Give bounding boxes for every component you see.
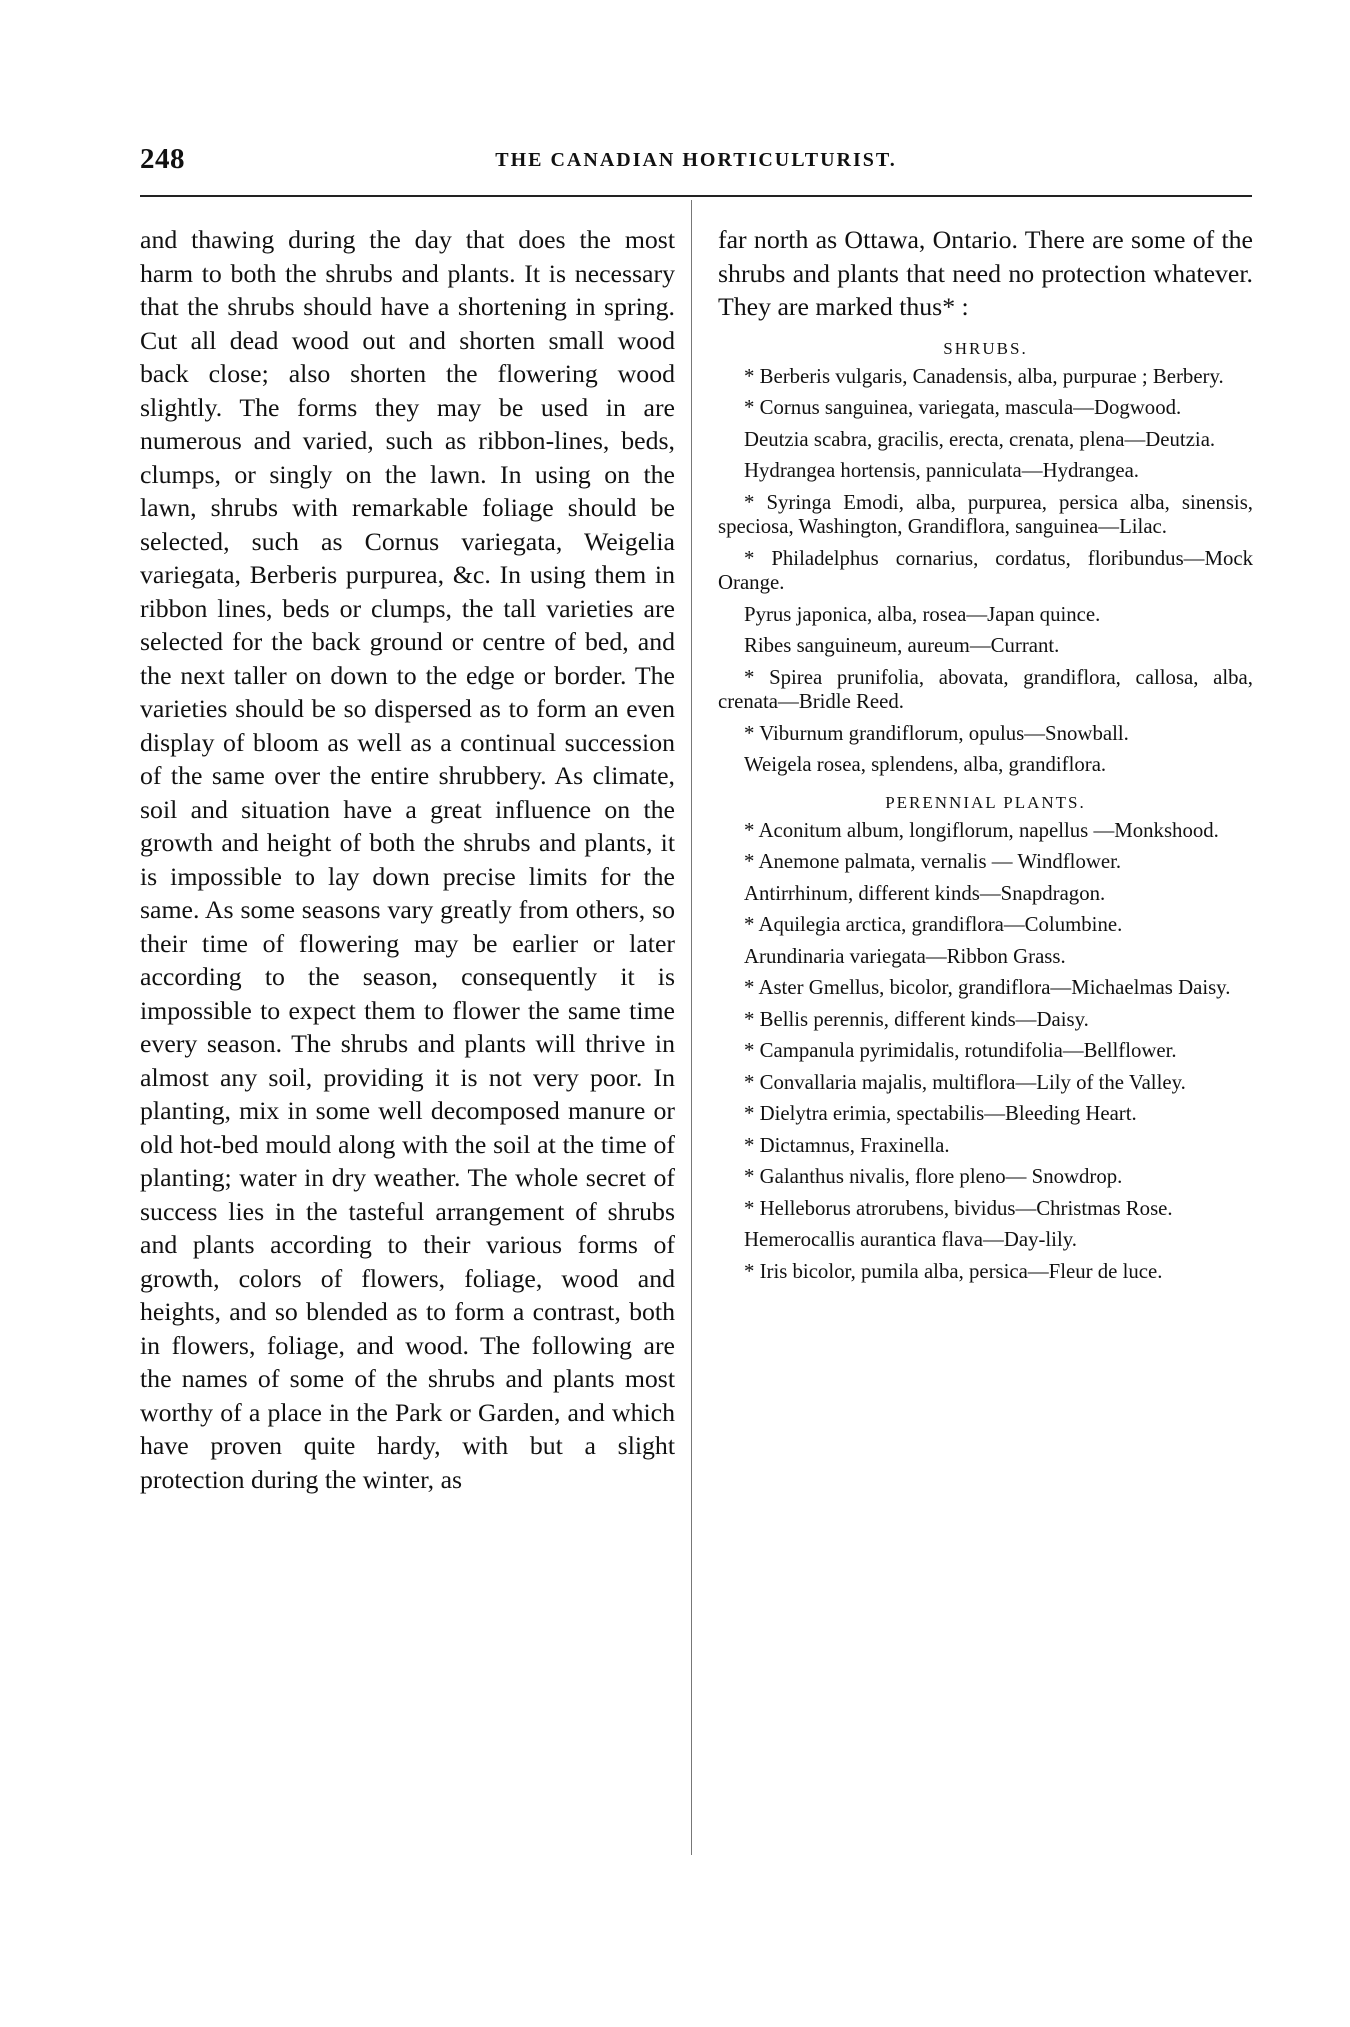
column-divider bbox=[691, 200, 692, 1855]
shrub-entry: Ribes sanguineum, aureum—Currant. bbox=[744, 634, 1060, 657]
shrub-entry: * Spirea prunifolia, abovata, grandiflora, callosa, alba, crenata—Bridle Reed. bbox=[718, 665, 1253, 713]
shrub-entry: * Viburnum grandiflorum, opulus—Snowball. bbox=[744, 721, 1129, 745]
shrub-entry: * Syringa Emodi, alba, purpurea, persica alba, sinensis, speciosa, Washington, Grandiflora, sanguinea—Lilac. bbox=[718, 490, 1253, 538]
perennial-entry: * Iris bicolor, pumila alba, persica—Fleur de luce. bbox=[744, 1259, 1163, 1283]
shrub-entry: Pyrus japonica, alba, rosea—Japan quince. bbox=[744, 602, 1101, 626]
header-rule bbox=[140, 195, 1252, 197]
perennial-entry: Arundinaria variegata—Ribbon Grass. bbox=[744, 944, 1066, 968]
perennial-entry: * Aconitum album, longiflorum, napellus —Monkshood. bbox=[744, 818, 1219, 842]
perennial-entry: * Dictamnus, Fraxinella. bbox=[744, 1133, 950, 1157]
perennial-entry: * Bellis perennis, different kinds—Daisy. bbox=[744, 1007, 1089, 1031]
shrub-entry: * Berberis vulgaris, Canadensis, alba, purpurae ; Berbery. bbox=[744, 364, 1224, 388]
perennial-entry: * Dielytra erimia, spectabilis—Bleeding Heart. bbox=[744, 1102, 1137, 1125]
shrubs-heading: SHRUBS. bbox=[943, 338, 1028, 358]
perennial-entry: Antirrhinum, different kinds—Snapdragon. bbox=[744, 881, 1106, 905]
perennial-entry: * Helleborus atrorubens, bividus—Christmas Rose. bbox=[744, 1196, 1173, 1220]
right-column-intro: far north as Ottawa, Ontario. There are some of the shrubs and plants that need no protection whatever. They are marked thus* : bbox=[718, 225, 1253, 321]
running-head: THE CANADIAN HORTICULTURIST. bbox=[495, 149, 897, 171]
shrub-entry: * Philadelphus cornarius, cordatus, floribundus—Mock Orange. bbox=[718, 546, 1253, 594]
perennial-entry: Hemerocallis aurantica flava—Day-lily. bbox=[744, 1228, 1077, 1251]
perennial-entry: * Anemone palmata, vernalis — Windflower. bbox=[744, 850, 1122, 873]
page-number: 248 bbox=[140, 143, 185, 175]
perennial-entry: * Convallaria majalis, multiflora—Lily of the Valley. bbox=[744, 1070, 1186, 1094]
perennial-entry: * Aster Gmellus, bicolor, grandiflora—Michaelmas Daisy. bbox=[744, 976, 1231, 999]
shrub-entry: Deutzia scabra, gracilis, erecta, crenata, plena—Deutzia. bbox=[744, 427, 1216, 451]
shrubs-list bbox=[718, 365, 1253, 778]
right-column bbox=[718, 223, 1253, 1291]
left-column bbox=[140, 223, 675, 1496]
shrub-entry: Weigela rosea, splendens, alba, grandiflora. bbox=[744, 753, 1107, 776]
perennial-entry: * Aquilegia arctica, grandiflora—Columbine. bbox=[744, 913, 1123, 936]
perennials-heading: PERENNIAL PLANTS. bbox=[885, 792, 1086, 812]
shrub-entry: * Cornus sanguinea, variegata, mascula—Dogwood. bbox=[744, 396, 1182, 419]
perennial-entry: * Galanthus nivalis, flore pleno— Snowdrop. bbox=[744, 1165, 1123, 1188]
page-header bbox=[140, 143, 1252, 183]
perennial-entry: * Campanula pyrimidalis, rotundifolia—Bellflower. bbox=[744, 1039, 1177, 1062]
perennials-list bbox=[718, 819, 1253, 1285]
left-column-paragraph: and thawing during the day that does the most harm to both the shrubs and plants. It is necessary that the shrubs should have a shortening in spring. Cut all dead wood out and shorten small wood back close; also shorten the flowering wood slightly. The forms they may be used in are numerous and varied, such as ribbon-lines, beds, clumps, or singly on the lawn. In using on the lawn, shrubs with remarkable foliage should be selected, such as Cornus variegata, Weigelia variegata, Berberis purpurea, &c. In using them in ribbon lines, beds or clumps, the tall varieties are selected for the back ground or centre of bed, and the next taller on down to the edge or border. The varieties should be so dispersed as to form an even display of bloom as well as a continual succession of the same over the entire shrubbery. As climate, soil and situation have a great influence on the growth and height of both the shrubs and plants, it is impossible to lay down precise limits for the same. As some seasons vary greatly from others, so their time of flowering may be earlier or later according to the season, consequently it is impossible to expect them to flower the same time every season. The shrubs and plants will thrive in almost any soil, providing it is not very poor. In planting, mix in some well decomposed manure or old hot-bed mould along with the soil at the time of planting; water in dry weather. The whole secret of success lies in the tasteful arrangement of shrubs and plants according to their various forms of growth, colors of flowers, foliage, wood and heights, and so blended as to form a contrast, both in flowers, foliage, and wood. The following are the names of some of the shrubs and plants most worthy of a place in the Park or Garden, and which have proven quite hardy, with but a slight protection during the winter, as bbox=[140, 225, 675, 1494]
shrub-entry: Hydrangea hortensis, panniculata—Hydrangea. bbox=[744, 459, 1139, 482]
